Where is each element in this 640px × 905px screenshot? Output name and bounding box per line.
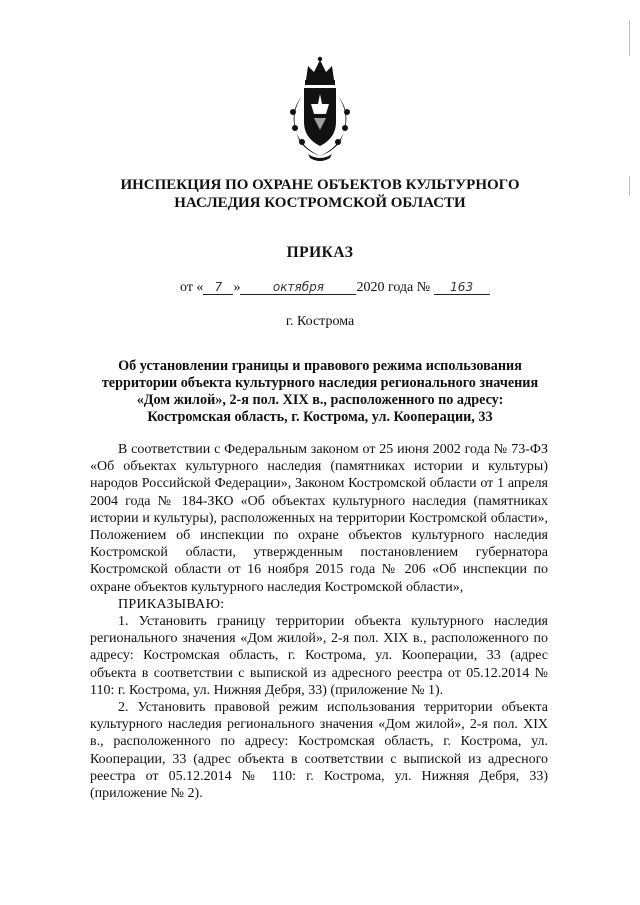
order-item-2: 2. Установить правовой режим использования территории объекта культурного наследия регионального значения «Дом жилой», 2-я пол. XIX в., расположенного по адресу: Костромская область, г. Кострома, ул. Кооперации, 33 (адрес объекта в соответствии с выпиской из адресного реестра от 05.12.2014 № 110: г. Кострома, ул. Нижняя Дебря, 33) (приложение № 2).	[90, 700, 548, 802]
subject-line-1: Об установлении границы и правового режима использования	[118, 358, 522, 374]
subject-line-3: «Дом жилой», 2-я пол. XIX в., расположенного по адресу:	[136, 392, 504, 408]
date-mid: »	[233, 280, 241, 295]
preamble-paragraph: В соответствии с Федеральным законом от 25 июня 2002 года № 73-ФЗ «Об объектах культурного наследия (памятниках истории и культуры) народов Российской Федерации», Законом Костромской области от 1 апреля 2004 года № 184-ЗКО «Об объектах культурного наследия (памятниках истории и культуры), расположенных на территории Костромской области», Положением об инспекции по охране объектов культурного наследия Костромской области, утвержденным постановлением губернатора Костромской области от 16 ноября 2015 года № 206 «Об инспекции по охране объектов культурного наследия Костромской области»,	[90, 442, 548, 595]
order-body	[90, 441, 548, 802]
subject-line-4: Костромская область, г. Кострома, ул. Кооперации, 33	[147, 409, 493, 425]
order-word: ПРИКАЗЫВАЮ:	[118, 596, 225, 612]
order-city: г. Кострома	[285, 314, 355, 329]
order-number: 163	[434, 280, 490, 295]
order-title: ПРИКАЗ	[286, 244, 354, 261]
organization-header	[100, 176, 540, 212]
organization-line-1: ИНСПЕКЦИЯ ПО ОХРАНЕ ОБЪЕКТОВ КУЛЬТУРНОГО	[120, 177, 520, 193]
date-month: октября	[240, 280, 356, 295]
kostroma-coat-of-arms-icon	[284, 56, 356, 162]
order-subject	[100, 358, 540, 426]
order-item-1: 1. Установить границу территории объекта культурного наследия регионального значения «Дом жилой», 2-я пол. XIX в., расположенного по адресу: Костромская область, г. Кострома, ул. Кооперации, 33 (адрес объекта в соответствии с выпиской из адресного реестра от 05.12.2014 № 110: г. Кострома, ул. Нижняя Дебря, 33) (приложение № 1).	[90, 614, 548, 698]
organization-line-2: НАСЛЕДИЯ КОСТРОМСКОЙ ОБЛАСТИ	[174, 195, 466, 211]
subject-line-2: территории объекта культурного наследия регионального значения	[101, 375, 539, 391]
date-year: 2020 года №	[356, 280, 431, 295]
scan-edge-mark	[629, 20, 630, 56]
date-day: 7	[203, 280, 233, 295]
order-date-line	[180, 280, 490, 296]
scan-edge-mark	[629, 176, 630, 196]
date-prefix: от «	[180, 280, 204, 295]
